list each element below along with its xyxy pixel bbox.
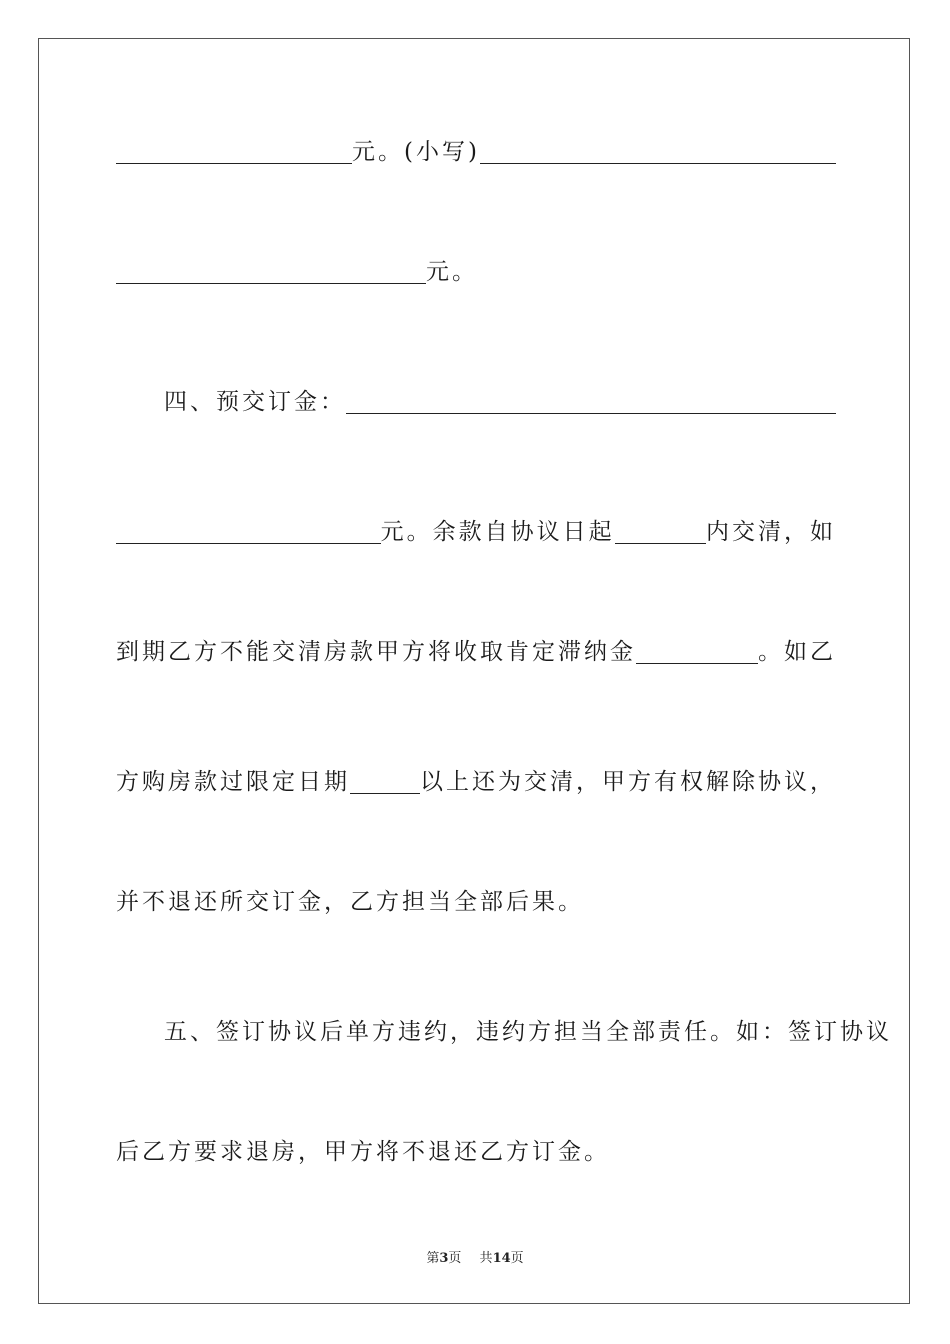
text-line-9 — [116, 1128, 836, 1168]
text-line-6 — [116, 758, 836, 798]
line-text: 元。余款自协议日起 — [380, 519, 615, 545]
blank-field — [636, 635, 758, 664]
blank-field — [346, 385, 836, 414]
line-text: 后乙方要求退房，甲方将不退还乙方订金。 — [116, 1139, 610, 1165]
text-line-2 — [116, 248, 836, 288]
line-text: 到期乙方不能交清房款甲方将收取肯定滞纳金 — [116, 639, 636, 665]
total-pages: 共14页 — [479, 1251, 524, 1266]
blank-field — [350, 765, 420, 794]
blank-field — [116, 255, 426, 284]
text-line-4 — [116, 508, 836, 548]
line-text: 内交清，如 — [706, 519, 836, 545]
page-footer — [0, 1247, 950, 1266]
section-heading-4: 四、预交订金： — [164, 389, 346, 415]
page-number: 第3页 — [426, 1251, 462, 1266]
blank-field — [615, 515, 706, 544]
line-text: 以上还为交清，甲方有权解除协议， — [420, 769, 836, 795]
section-heading-5: 五、签订协议后单方违约，违约方担当全部责任。如：签订协议 — [164, 1019, 892, 1045]
line-text: 元。 — [426, 259, 478, 285]
line-text: 方购房款过限定日期 — [116, 769, 350, 795]
text-line-8 — [164, 1008, 892, 1048]
line-text: 并不退还所交订金，乙方担当全部后果。 — [116, 889, 584, 915]
blank-field — [116, 515, 381, 544]
page-border — [38, 38, 910, 1304]
blank-field — [116, 135, 352, 164]
line-text: 元。(小写) — [352, 139, 480, 165]
text-line-3 — [164, 378, 836, 418]
text-line-7 — [116, 878, 836, 918]
line-text: 。如乙 — [758, 639, 836, 665]
text-line-1 — [116, 128, 836, 168]
text-line-5 — [116, 628, 836, 668]
blank-field — [480, 135, 836, 164]
